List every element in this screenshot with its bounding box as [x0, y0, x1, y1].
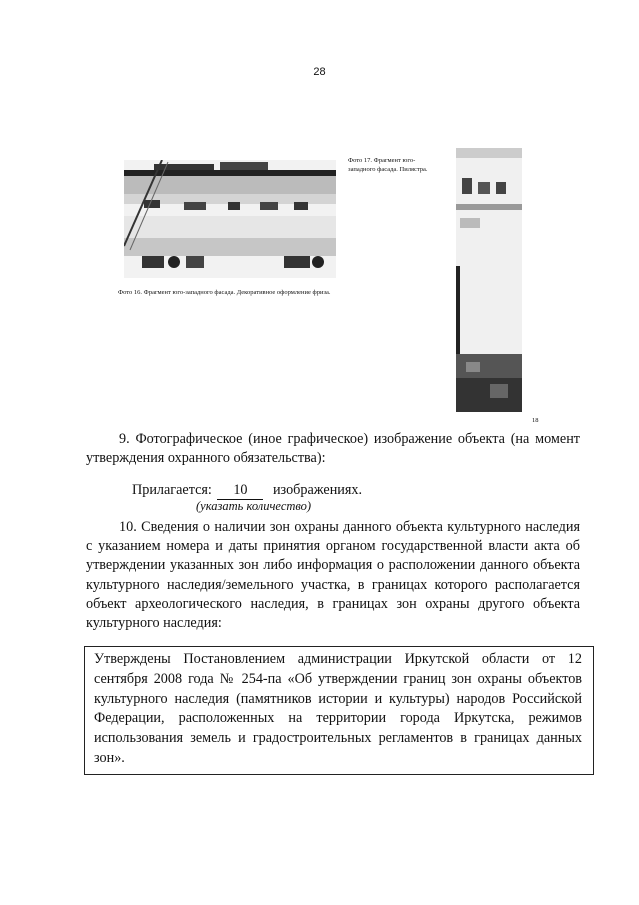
attached-unit: изображениях. — [272, 482, 363, 498]
page-number: 28 — [313, 66, 326, 78]
attached-label: Прилагается: — [132, 482, 212, 498]
protection-zones-text: Утверждены Постановлением администрации Иркутской области от 12 сентября 2008 года № 254-па «Об утверждении границ зон охраны объектов культурного наследия (памятников истории и культуры) народов Российской Федерации, расположенных на территории города Иркутска, режимов использования земель и градостроительных регламентов в границах данных зон». — [94, 651, 582, 766]
photo-17-caption: Фото 17. Фрагмент юго-западного фасада. Пилястра. — [348, 157, 428, 173]
photo-18-caption: 18 — [532, 417, 539, 424]
attached-line — [132, 482, 362, 500]
attached-hint: (указать количество) — [196, 499, 312, 513]
photo-16-caption: Фото 16. Фрагмент юго-западного фасада. Декоративное оформление фриза. — [118, 289, 331, 296]
attached-count: 10 — [217, 482, 263, 500]
section-10-text: 10. Сведения о наличии зон охраны данного объекта культурного наследия с указанием номера и даты принятия органом государственной власти акта об утверждении указанных зон либо информация о расположении данного объекта культурного наследия/земельного участка, в границах которого располагается объект археологического наследия, в границах зон охраны другого объекта культурного наследия: — [86, 519, 580, 632]
photo-16-facade-frieze — [124, 160, 336, 278]
photo-17-pilaster — [456, 148, 522, 412]
section-9-text: 9. Фотографическое (иное графическое) изображение объекта (на момент утверждения охранного обязательства): — [86, 431, 580, 467]
